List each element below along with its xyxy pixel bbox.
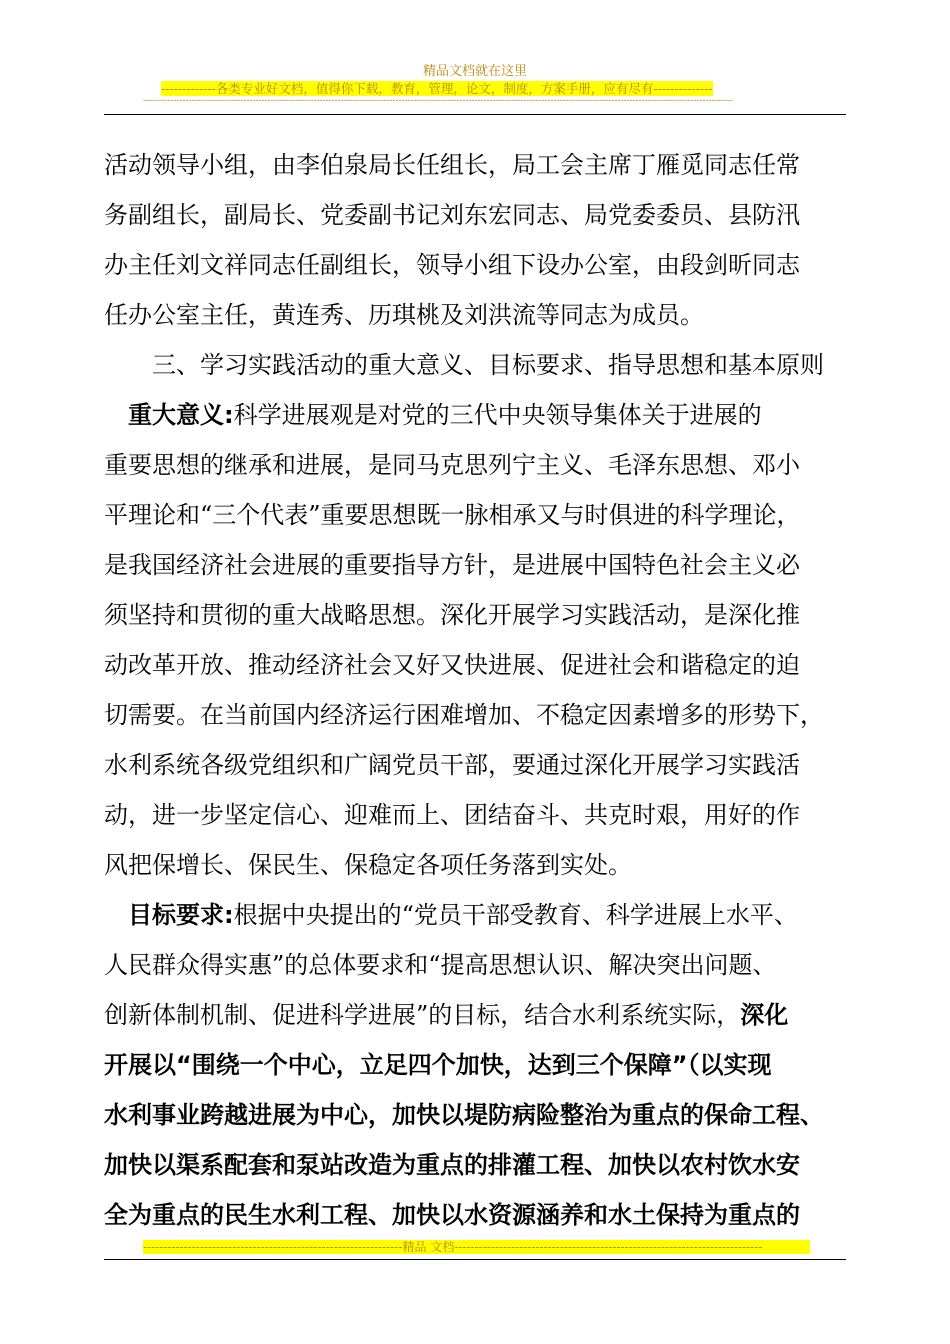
text-line: 切需要。在当前国内经济运行困难增加、不稳定因素增多的形势下， — [104, 701, 824, 729]
text-line: 人民群众得实惠”的总体要求和“提高思想认识、解决突出问题、 — [104, 951, 777, 979]
section-heading: 三、学习实践活动的重大意义、目标要求、指导思想和基本原则 — [152, 351, 824, 379]
text-line: 重要思想的继承和进展，是同马克思列宁主义、毛泽东思想、邓小 — [104, 451, 800, 479]
text-line: 动改革开放、推动经济社会又好又快进展、促进社会和谐稳定的迫 — [104, 651, 800, 679]
header-title: 精品文档就在这里 — [422, 64, 527, 79]
text-line: 风把保增长、保民生、保稳定各项任务落到实处。 — [104, 851, 632, 879]
text-line-bold: 开展以“围绕一个中心，立足四个加快，达到三个保障”（以实现 — [104, 1051, 772, 1079]
text-line — [104, 390, 846, 440]
text-line: 平理论和“三个代表”重要思想既一脉相承又与时俱进的科学理论， — [104, 501, 801, 529]
text-line: 任办公室主任，黄连秀、历琪桃及刘洪流等同志为成员。 — [104, 301, 704, 329]
text-line: 活动领导小组，由李伯泉局长任组长，局工会主席丁雁觅同志任常 — [104, 151, 800, 179]
label-goals: 目标要求: — [128, 901, 234, 929]
text-line-bold: 加快以渠系配套和泵站改造为重点的排灌工程、加快以农村饮水安 — [104, 1151, 800, 1179]
text-line: 水利系统各级党组织和广阔党员干部，要通过深化开展学习实践活 — [104, 751, 800, 779]
text-span: 科学进展观是对党的三代中央领导集体关于进展的 — [233, 401, 762, 429]
label-significance: 重大意义: — [128, 401, 234, 429]
text-line: 是我国经济社会进展的重要指导方针，是进展中国特色社会主义必 — [104, 551, 800, 579]
text-line — [104, 890, 846, 940]
header-tagline: -------------各类专业好文档，值得你下载，教育，管理，论文，制度，方案手册，应有尽有-------------- — [161, 81, 713, 96]
paragraph-leadership — [104, 140, 846, 340]
text-line: 动，进一步坚定信心、迎难而上、团结奋斗、共克时艰，用好的作 — [104, 801, 800, 829]
text-span: 创新体制机制、促进科学进展”的目标，结合水利系统实际， — [104, 1001, 741, 1029]
header-rule — [104, 114, 846, 115]
text-line: 办主任刘文祥同志任副组长，领导小组下设办公室，由段剑昕同志 — [104, 251, 800, 279]
footer-text: ----------------------------------------------------------------精品 文档---------------------------------------------------------------------------- — [143, 1240, 810, 1254]
text-line — [104, 990, 846, 1040]
text-line-bold: 水利事业跨越进展为中心，加快以堤防病险整治为重点的保命工程、 — [104, 1101, 824, 1129]
bold-span: 深化 — [740, 1001, 789, 1029]
paragraph-goals — [104, 890, 846, 1240]
text-line: 须坚持和贯彻的重大战略思想。深化开展学习实践活动，是深化推 — [104, 601, 800, 629]
text-line-bold: 全为重点的民生水利工程、加快以水资源涵养和水土保持为重点的 — [104, 1201, 800, 1229]
paragraph-significance — [104, 390, 846, 890]
footer-rule — [104, 1259, 846, 1260]
text-line: 务副组长，副局长、党委副书记刘东宏同志、局党委委员、县防汛 — [104, 201, 800, 229]
text-span: 根据中央提出的“党员干部受教育、科学进展上水平、 — [233, 901, 798, 929]
document-body — [104, 140, 846, 1240]
header-dashed-line: -------------------------------------------------------------------------------------------------------------------------------------------------------------------------------------------------- — [143, 96, 733, 106]
